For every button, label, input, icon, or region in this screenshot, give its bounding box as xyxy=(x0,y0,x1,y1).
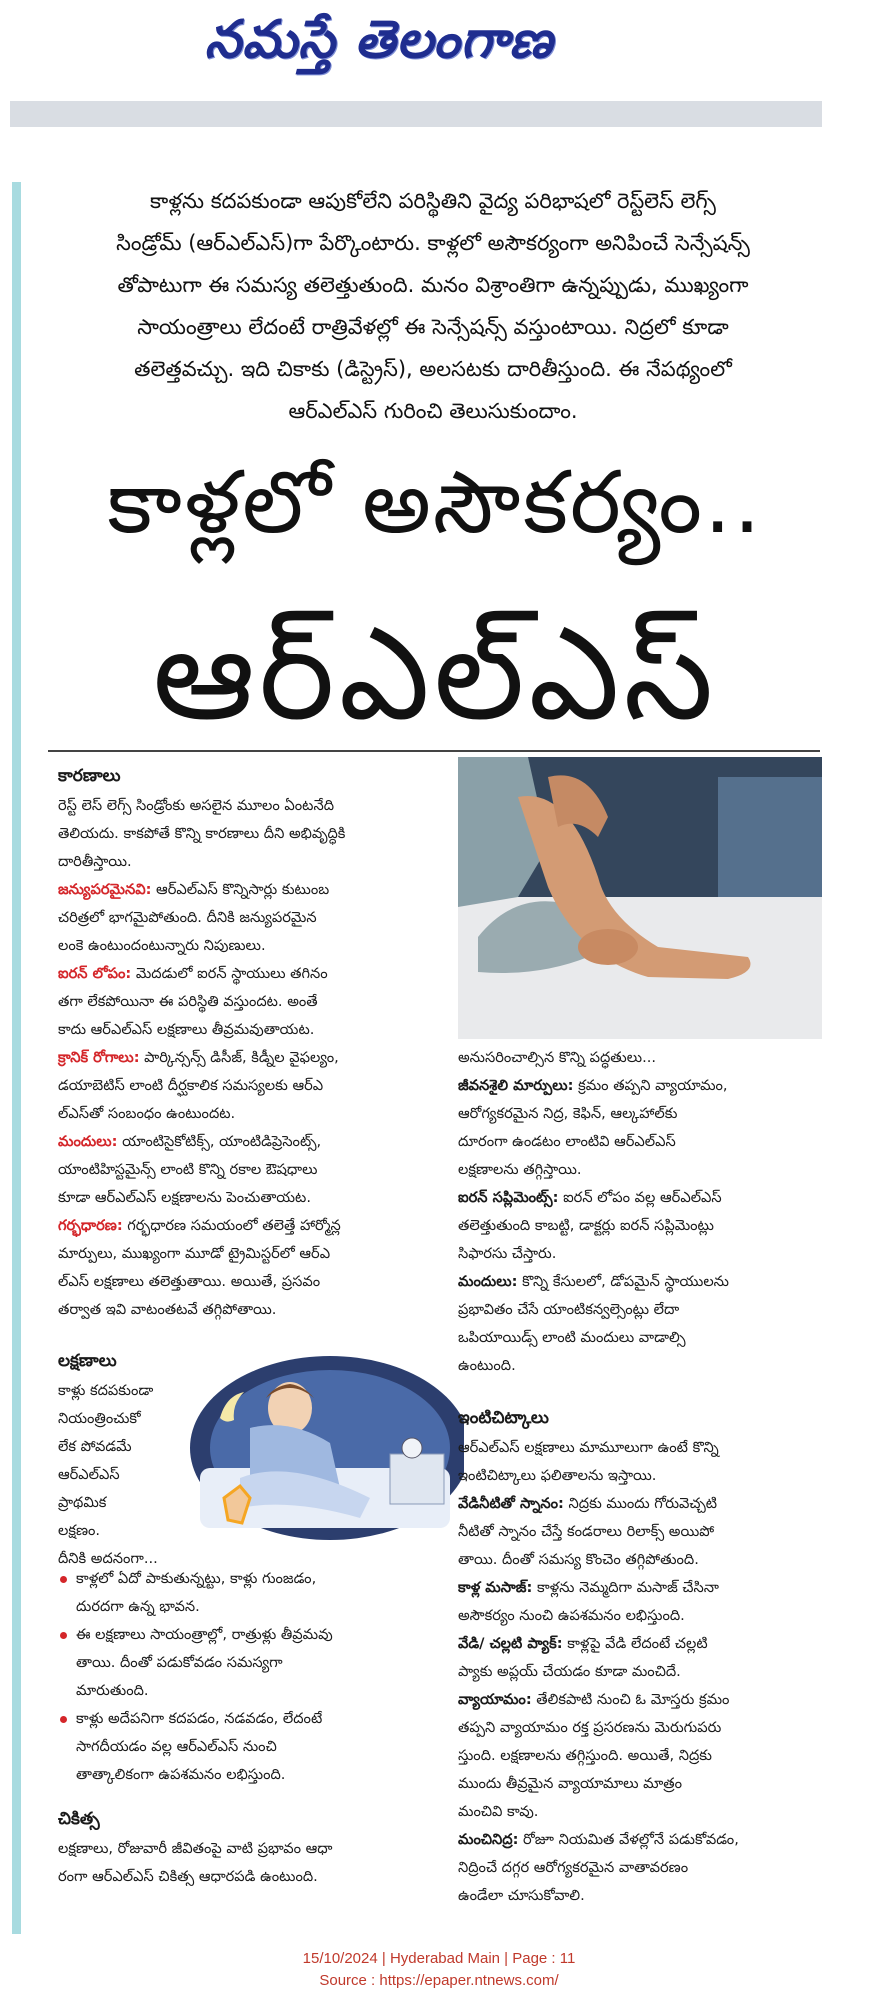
cause-label: మందులు: xyxy=(58,1133,118,1150)
bullet-line: తాత్కాలికంగా ఉపశమనం లభిస్తుంది. xyxy=(76,1766,286,1783)
bullet-line: మారుతుంది. xyxy=(76,1682,149,1699)
headline-line-2: ఆర్ఎల్ఎస్ xyxy=(152,600,718,749)
cause-line: తగా లేకపోయినా ఈ పరిస్థితి వస్తుందట. అంతే xyxy=(58,993,318,1010)
intro-line: సాయంత్రాలు లేదంటే రాత్రివేళల్లో ఈ సెన్సేషన్స్ వస్తుంటాయి. నిద్రలో కూడా xyxy=(137,315,729,339)
cause-line: చరిత్రలో భాగమైపోతుంది. దీనికి జన్యుపరమైన xyxy=(58,909,317,926)
tip-line: ప్యాకు అప్లయ్ చేయడం కూడా మంచిదే. xyxy=(458,1663,681,1680)
tip-label: వేడి/ చల్లటి ప్యాక్: xyxy=(458,1635,563,1652)
divider xyxy=(48,750,820,752)
method-item: ఐరన్ సప్లిమెంట్స్: ఐరన్ లోపం వల్ల ఆర్ఎల్ఎస్ xyxy=(458,1189,722,1206)
bullet-item xyxy=(58,1621,453,1705)
tip-line: తప్పని వ్యాయామం రక్త ప్రసరణను మెరుగుపరు xyxy=(458,1719,722,1736)
treatment-line: రంగా ఆర్ఎల్ఎస్ చికిత్స ఆధారపడి ఉంటుంది. xyxy=(58,1868,318,1885)
method-line: లక్షణాలను తగ్గిస్తాయి. xyxy=(458,1161,582,1178)
cause-line: తర్వాత ఇవి వాటంతటవే తగ్గిపోతాయి. xyxy=(58,1301,277,1318)
intro-line: సిండ్రోమ్ (ఆర్ఎల్ఎస్)గా పేర్కొంటారు. కాళ్లలో అసౌకర్యంగా అనిపించే సెన్సేషన్స్ xyxy=(116,231,750,255)
masthead-logo: నమస్తే తెలంగాణ xyxy=(204,10,554,70)
symptoms-line: ప్రాథమిక xyxy=(58,1494,107,1511)
tip-line: స్తుంది. లక్షణాలను తగ్గిస్తుంది. అయితే, నిద్రకు xyxy=(458,1747,712,1764)
method-line: సిఫారసు చేస్తారు. xyxy=(458,1245,557,1262)
tip-line: ఉండేలా చూసుకోవాలి. xyxy=(458,1887,585,1904)
tip-item: మంచినిద్ర: రోజూ నియమిత వేళల్లోనే పడుకోవడం, xyxy=(458,1831,739,1848)
method-item: జీవనశైలి మార్పులు: క్రమం తప్పని వ్యాయామం, xyxy=(458,1077,728,1094)
bullet-dot xyxy=(60,1576,67,1583)
symptoms-line: నియంత్రించుకో xyxy=(58,1410,141,1427)
method-line: తలెత్తుతుంది కాబట్టి, డాక్టర్లు ఐరన్ సప్లిమెంట్లు xyxy=(458,1217,714,1234)
home-line: ఆర్ఎల్ఎస్ లక్షణాలు మామూలుగా ఉంటే కొన్ని xyxy=(458,1439,719,1456)
method-item: మందులు: కొన్ని కేసులలో, డోపమైన్ స్థాయులను xyxy=(458,1273,729,1290)
bullet-line: తాయి. దీంతో పడుకోవడం సమస్యగా xyxy=(76,1654,283,1671)
cause-item: జన్యుపరమైనవి: ఆర్ఎల్ఎస్ కొన్నిసార్లు కుటుంబ xyxy=(58,881,330,898)
masthead xyxy=(0,0,878,95)
method-line: ఒపియాయిడ్స్ లాంటి మందులు వాడాల్సి xyxy=(458,1329,686,1346)
method-line: ఆరోగ్యకరమైన నిద్ర, కెఫిన్, ఆల్కహాల్‌కు xyxy=(458,1105,678,1122)
treatment-line: లక్షణాలు, రోజువారీ జీవితంపై వాటి ప్రభావం ఆధా xyxy=(58,1840,333,1857)
cause-line: మార్పులు, ముఖ్యంగా మూడో ట్రైమిస్టర్‌లో ఆర్ఎ xyxy=(58,1245,331,1262)
cause-line: ల్ఎస్ లక్షణాలు తలెత్తుతాయి. అయితే, ప్రసవం xyxy=(58,1273,321,1290)
symptoms-line: దీనికి అదనంగా... xyxy=(58,1550,158,1567)
tip-label: వ్యాయామం: xyxy=(458,1691,532,1708)
cause-item: మందులు: యాంటిసైకోటిక్స్, యాంటిడిప్రెసెంట్స్, xyxy=(58,1133,322,1150)
legs-photo xyxy=(458,757,822,1039)
right-line: అనుసరించాల్సిన కొన్ని పద్ధతులు... xyxy=(458,1049,657,1066)
symptoms-line: లక్షణం. xyxy=(58,1522,101,1539)
method-label: జీవనశైలి మార్పులు: xyxy=(458,1077,574,1094)
cause-line: కాదు ఆర్ఎల్ఎస్ లక్షణాలు తీవ్రమవుతాయట. xyxy=(58,1021,315,1038)
treatment-heading: చికిత్స xyxy=(58,1809,100,1829)
right-column xyxy=(458,1044,828,1910)
symptoms-line: లేక పోవడమే xyxy=(58,1438,132,1455)
cause-line: డయాబెటిస్ లాంటి దీర్ఘకాలిక సమస్యలకు ఆర్ఎ xyxy=(58,1077,324,1094)
headline-line-1: కాళ్లలో అసౌకర్యం.. xyxy=(107,453,763,553)
tip-line: మంచివి కావు. xyxy=(458,1803,539,1820)
method-line: ఉంటుంది. xyxy=(458,1357,516,1374)
tip-item: వేడి/ చల్లటి ప్యాక్: కాళ్లపై వేడి లేదంటే చల్లటి xyxy=(458,1635,708,1652)
bullet-line: కాళ్లు అదేపనిగా కదపడం, నడవడం, లేదంటే xyxy=(76,1710,323,1727)
cause-line: యాంటిహిస్టమైన్స్ లాంటి కొన్ని రకాల ఔషధాలు xyxy=(58,1161,318,1178)
symptoms-block xyxy=(58,1345,188,1573)
home-line: ఇంటిచిట్కాలు ఫలితాలను ఇస్తాయి. xyxy=(458,1467,657,1484)
bullet-line: దురదగా ఉన్న భావన. xyxy=(76,1598,200,1615)
cause-line: కూడా ఆర్ఎల్ఎస్ లక్షణాలను పెంచుతాయట. xyxy=(58,1189,311,1206)
method-line: ప్రభావితం చేసే యాంటికన్వల్సెంట్లు లేదా xyxy=(458,1301,680,1318)
cause-label: జన్యుపరమైనవి: xyxy=(58,881,152,898)
home-remedies-heading: ఇంటిచిట్కాలు xyxy=(458,1408,549,1428)
causes-intro-line: రెస్ట్ లెస్ లెగ్స్ సిండ్రోంకు అసలైన మూలం ఏంటనేది xyxy=(58,797,335,814)
cause-line: లంకె ఉంటుందంటున్నారు నిపుణులు. xyxy=(58,937,266,954)
symptoms-line: ఆర్ఎల్ఎస్ xyxy=(58,1466,120,1483)
sleeping-man-illustration xyxy=(180,1348,464,1544)
cause-item: క్రానిక్ రోగాలు: పార్కిన్సన్స్ డిసీజ్, కిడ్నీల వైఫల్యం, xyxy=(58,1049,339,1066)
intro-line: తలెత్తవచ్చు. ఇది చికాకు (డిస్ట్రెస్), అలసటకు దారితీస్తుంది. ఈ నేపథ్యంలో xyxy=(134,357,732,381)
tip-label: కాళ్ల మసాజ్: xyxy=(458,1579,533,1596)
tip-line: నీటితో స్నానం చేస్తే కండరాలు రిలాక్స్ అయిపో xyxy=(458,1523,715,1540)
cause-label: ఐరన్ లోపం: xyxy=(58,965,132,982)
method-label: ఐరన్ సప్లిమెంట్స్: xyxy=(458,1189,559,1206)
tip-line: నిద్రించే దగ్గర ఆరోగ్యకరమైన వాతావరణం xyxy=(458,1859,689,1876)
bullet-line: ఈ లక్షణాలు సాయంత్రాల్లో, రాత్రుళ్లు తీవ్రమవు xyxy=(76,1626,333,1643)
photo-svg xyxy=(458,757,822,1039)
left-accent-rule xyxy=(12,182,21,1934)
tip-item: కాళ్ల మసాజ్: కాళ్లను నెమ్మదిగా మసాజ్ చేసినా xyxy=(458,1579,719,1596)
bullet-line: సాగదీయడం వల్ల ఆర్ఎల్ఎస్ నుంచి xyxy=(76,1738,277,1755)
symptom-bullets xyxy=(58,1565,453,1891)
tip-line: అసౌకర్యం నుంచి ఉపశమనం లభిస్తుంది. xyxy=(458,1607,685,1624)
causes-intro-line: తెలియదు. కాకపోతే కొన్ని కారణాలు దీని అభివృద్ధికి xyxy=(58,825,346,842)
intro-line: తోపాటుగా ఈ సమస్య తలెత్తుతుంది. మనం విశ్రాంతిగా ఉన్నప్పుడు, ముఖ్యంగా xyxy=(117,273,749,297)
footer-date-edition: 15/10/2024 | Hyderabad Main | Page : 11 xyxy=(302,1950,576,1967)
intro-line: కాళ్లను కదపకుండా ఆపుకోలేని పరిస్థితిని వైద్య పరిభాషలో రెస్ట్‌లెస్ లెగ్స్ xyxy=(150,189,716,213)
bullet-item xyxy=(58,1565,453,1621)
causes-heading: కారణాలు xyxy=(58,766,121,786)
bullet-dot xyxy=(60,1716,67,1723)
top-bar xyxy=(10,101,822,127)
tip-label: మంచినిద్ర: xyxy=(458,1831,519,1848)
footer-source: Source : https://epaper.ntnews.com/ xyxy=(319,1972,559,1989)
method-line: దూరంగా ఉండటం లాంటివి ఆర్ఎల్ఎస్ xyxy=(458,1133,676,1150)
bullet-item xyxy=(58,1705,453,1789)
tip-line: ముందు తీవ్రమైన వ్యాయామాలు మాత్రం xyxy=(458,1775,683,1792)
illustration-svg xyxy=(180,1348,464,1544)
tip-line: తాయి. దీంతో సమస్య కొంచెం తగ్గిపోతుంది. xyxy=(458,1551,699,1568)
bullet-dot xyxy=(60,1632,67,1639)
left-column xyxy=(58,760,448,1324)
cause-label: గర్భధారణ: xyxy=(58,1217,123,1234)
causes-intro-line: దారితీస్తాయి. xyxy=(58,853,132,870)
symptoms-line: కాళ్లు కదపకుండా xyxy=(58,1382,154,1399)
bullet-line: కాళ్లలో ఏదో పాకుతున్నట్టు, కాళ్లు గుంజడం, xyxy=(76,1570,317,1587)
intro-line: ఆర్ఎల్ఎస్ గురించి తెలుసుకుందాం. xyxy=(288,399,578,423)
method-label: మందులు: xyxy=(458,1273,518,1290)
tip-item: వేడినీటితో స్నానం: నిద్రకు ముందు గోరువెచ్చటి xyxy=(458,1495,718,1512)
symptoms-heading: లక్షణాలు xyxy=(58,1351,117,1371)
tip-label: వేడినీటితో స్నానం: xyxy=(458,1495,564,1512)
intro-paragraph xyxy=(48,180,818,432)
cause-line: ల్ఎస్‌తో సంబంధం ఉంటుందట. xyxy=(58,1105,236,1122)
cause-item: గర్భధారణ: గర్భధారణ సమయంలో తలెత్తే హార్మోన్ల xyxy=(58,1217,341,1234)
cause-label: క్రానిక్ రోగాలు: xyxy=(58,1049,140,1066)
tip-item: వ్యాయామం: తేలికపాటి నుంచి ఓ మోస్తరు క్రమం xyxy=(458,1691,730,1708)
cause-item: ఐరన్ లోపం: మెదడులో ఐరన్ స్థాయులు తగినం xyxy=(58,965,328,982)
